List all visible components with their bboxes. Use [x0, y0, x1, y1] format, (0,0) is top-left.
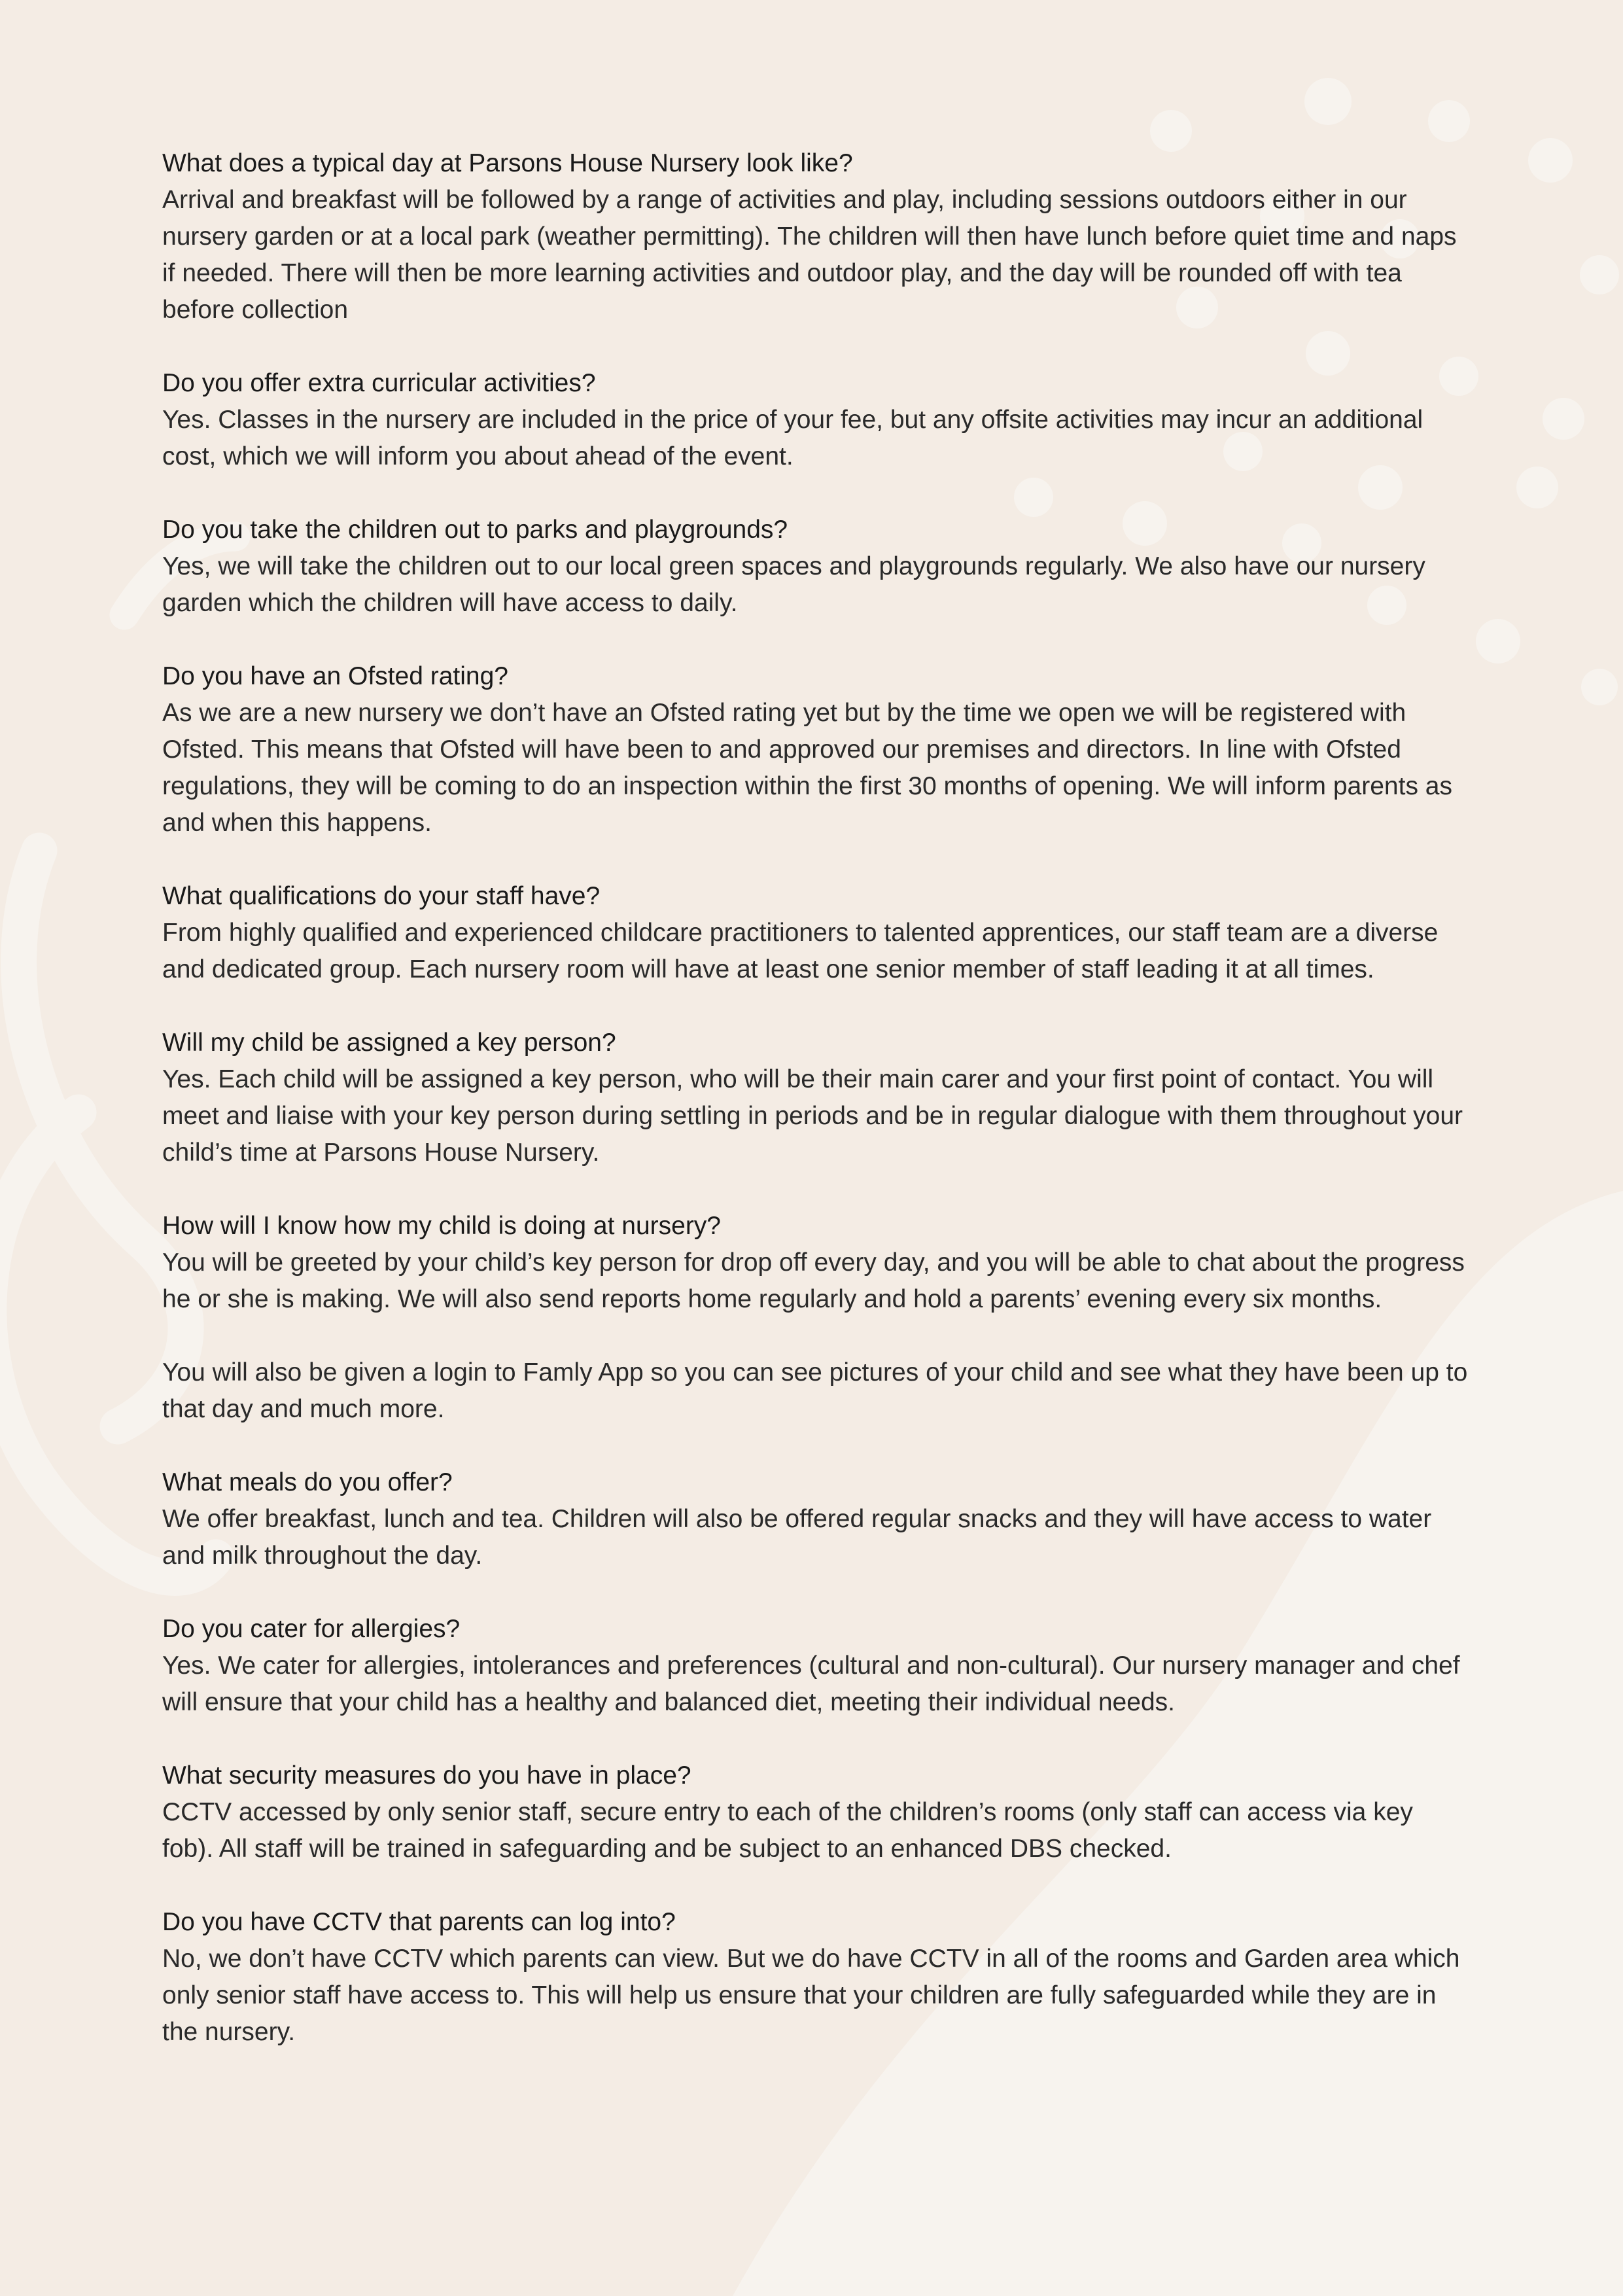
faq-question: What qualifications do your staff have?: [162, 882, 601, 910]
faq-item: [162, 512, 1471, 622]
faq-answer: You will also be given a login to Famly App so you can see pictures of your child and see what they have been up to that day and much more.: [162, 1358, 1468, 1423]
faq-answer: Yes. Each child will be assigned a key person, who will be their main carer and your first point of contact. You will meet and liaise with your key person during settling in periods and be in regular dialogue with them throughout your child’s time at Parsons House Nursery.: [162, 1065, 1463, 1167]
faq-question: Do you take the children out to parks and playgrounds?: [162, 516, 788, 544]
faq-question: What meals do you offer?: [162, 1468, 453, 1496]
faq-question: Do you offer extra curricular activities?: [162, 369, 596, 397]
faq-question: What security measures do you have in place?: [162, 1761, 691, 1790]
faq-answer: No, we don’t have CCTV which parents can view. But we do have CCTV in all of the rooms and Garden area which only senior staff have access to. This will help us ensure that your children are fully safeguarded while they are in the nursery.: [162, 1945, 1460, 2046]
faq-answer: From highly qualified and experienced childcare practitioners to talented apprentices, our staff team are a diverse and dedicated group. Each nursery room will have at least one senior member of staff leading it at all times.: [162, 919, 1439, 983]
faq-item: [162, 1464, 1471, 1574]
faq-answer: You will be greeted by your child’s key person for drop off every day, and you will be able to chat about the progress he or she is making. We will also send reports home regularly and hold a parents’ evening every six months.: [162, 1248, 1465, 1313]
faq-item: [162, 878, 1471, 988]
faq-item: [162, 145, 1471, 328]
faq-item: [162, 1208, 1471, 1428]
faq-item: [162, 658, 1471, 841]
faq-answer: Arrival and breakfast will be followed by a range of activities and play, including sessions outdoors either in our nursery garden or at a local park (weather permitting). The children will then have lunch before quiet time and naps if needed. There will then be more learning activities and outdoor play, and the day will be rounded off with tea before collection: [162, 186, 1457, 324]
faq-question: Do you cater for allergies?: [162, 1615, 461, 1643]
faq-answer: Yes, we will take the children out to our local green spaces and playgrounds regularly. We also have our nursery garden which the children will have access to daily.: [162, 552, 1425, 617]
faq-answer: As we are a new nursery we don’t have an Ofsted rating yet but by the time we open we will be registered with Ofsted. This means that Ofsted will have been to and approved our premises and directors. In line with Ofsted regulations, they will be coming to do an inspection within the first 30 months of opening. We will inform parents as and when this happens.: [162, 699, 1452, 837]
faq-question: What does a typical day at Parsons House Nursery look like?: [162, 149, 853, 177]
faq-question: How will I know how my child is doing at nursery?: [162, 1212, 722, 1240]
faq-answer: Yes. Classes in the nursery are included in the price of your fee, but any offsite activities may incur an additional cost, which we will inform you about ahead of the event.: [162, 406, 1423, 470]
faq-list: [162, 145, 1471, 2087]
faq-item: [162, 1757, 1471, 1867]
faq-answer: CCTV accessed by only senior staff, secure entry to each of the children’s rooms (only staff can access via key fob). All staff will be trained in safeguarding and be subject to an enhanced DBS checked.: [162, 1798, 1413, 1863]
faq-answer: We offer breakfast, lunch and tea. Children will also be offered regular snacks and they will have access to water and milk throughout the day.: [162, 1505, 1432, 1570]
faq-question: Do you have CCTV that parents can log into?: [162, 1908, 676, 1936]
faq-item: [162, 365, 1471, 475]
faq-question: Do you have an Ofsted rating?: [162, 662, 508, 690]
faq-item: [162, 1611, 1471, 1721]
faq-item: [162, 1904, 1471, 2051]
faq-answer: Yes. We cater for allergies, intolerances and preferences (cultural and non-cultural). Our nursery manager and chef will ensure that your child has a healthy and balanced diet, meeting their individual needs.: [162, 1651, 1460, 1716]
faq-item: [162, 1025, 1471, 1171]
faq-question: Will my child be assigned a key person?: [162, 1029, 616, 1057]
